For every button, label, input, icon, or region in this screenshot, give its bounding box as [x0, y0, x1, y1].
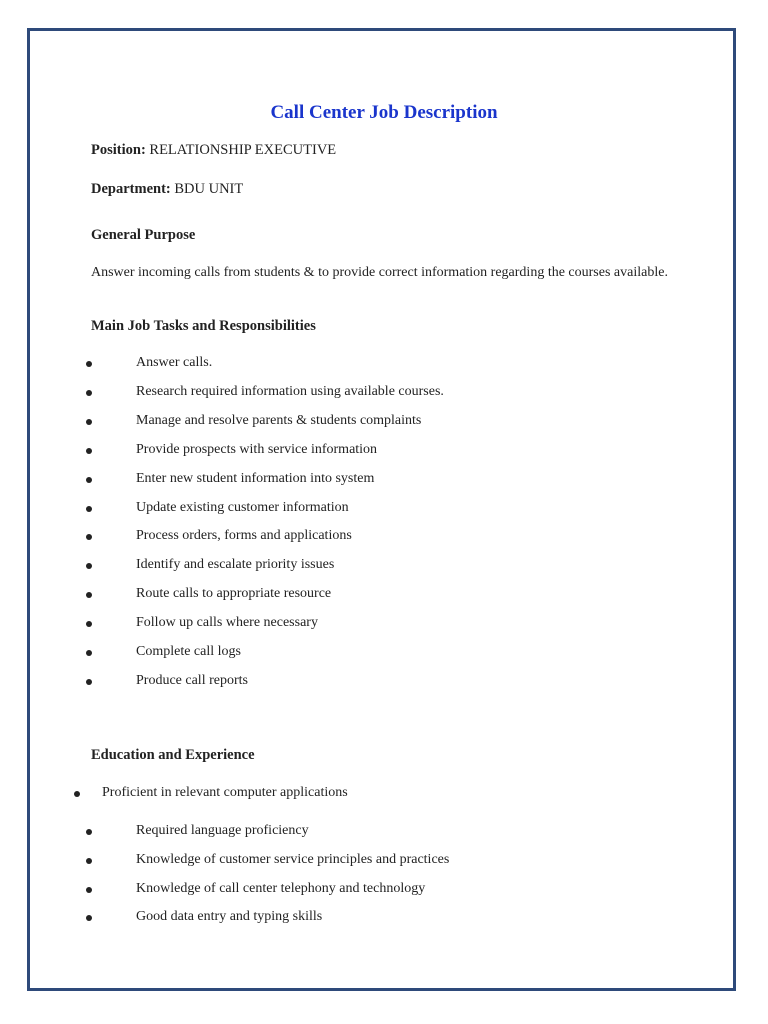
department-label: Department:	[91, 181, 171, 197]
education-text: Knowledge of call center telephony and technology	[136, 881, 426, 896]
bullet-icon	[86, 419, 92, 425]
bullet-icon	[86, 592, 92, 598]
task-text: Produce call reports	[136, 673, 248, 688]
task-text: Follow up calls where necessary	[136, 615, 318, 630]
bullet-icon	[86, 390, 92, 396]
bullet-icon	[86, 448, 92, 454]
bullet-icon	[86, 361, 92, 367]
task-text: Identify and escalate priority issues	[136, 557, 335, 572]
position-field	[91, 142, 336, 159]
task-text: Route calls to appropriate resource	[136, 586, 332, 601]
education-text: Good data entry and typing skills	[136, 909, 323, 924]
department-field	[91, 181, 243, 198]
bullet-icon	[86, 650, 92, 656]
bullet-icon	[86, 679, 92, 685]
bullet-icon	[86, 477, 92, 483]
bullet-icon	[86, 829, 92, 835]
bullet-icon	[86, 506, 92, 512]
education-heading: Education and Experience	[91, 747, 255, 763]
bullet-icon	[86, 534, 92, 540]
task-text: Update existing customer information	[136, 500, 349, 515]
bullet-icon	[86, 621, 92, 627]
position-label: Position:	[91, 142, 146, 158]
bullet-icon	[86, 858, 92, 864]
department-value: BDU UNIT	[174, 181, 244, 197]
task-text: Provide prospects with service information	[136, 442, 378, 457]
education-text: Proficient in relevant computer applications	[102, 785, 348, 800]
bullet-icon	[74, 791, 80, 797]
page-border	[27, 28, 736, 991]
bullet-icon	[86, 915, 92, 921]
task-text: Answer calls.	[136, 355, 213, 370]
bullet-icon	[86, 887, 92, 893]
bullet-icon	[86, 563, 92, 569]
position-value: RELATIONSHIP EXECUTIVE	[149, 142, 337, 158]
task-text: Manage and resolve parents & students complaints	[136, 413, 422, 428]
general-purpose-heading: General Purpose	[91, 227, 196, 243]
document-title: Call Center Job Description	[270, 102, 498, 123]
task-text: Process orders, forms and applications	[136, 528, 352, 543]
general-purpose-text: Answer incoming calls from students & to provide correct information regarding the courses available.	[91, 265, 668, 280]
task-text: Enter new student information into system	[136, 471, 375, 486]
task-text: Complete call logs	[136, 644, 241, 659]
task-text: Research required information using available courses.	[136, 384, 444, 399]
education-text: Knowledge of customer service principles and practices	[136, 852, 450, 867]
education-text: Required language proficiency	[136, 823, 309, 838]
tasks-heading: Main Job Tasks and Responsibilities	[91, 318, 316, 334]
